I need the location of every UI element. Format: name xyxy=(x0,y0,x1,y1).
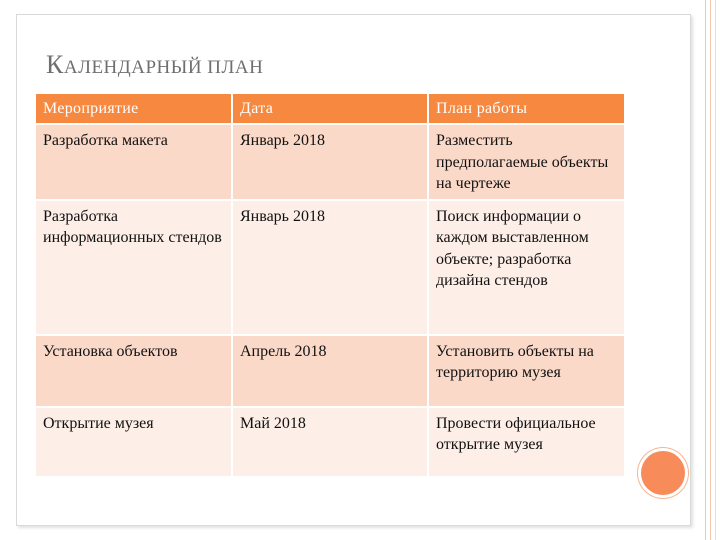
table-header-row xyxy=(36,94,624,124)
slide-title xyxy=(46,50,263,80)
cell-event: Разработка макета xyxy=(36,124,232,200)
decorative-rule xyxy=(715,0,716,540)
table-row xyxy=(36,124,624,200)
cell-event: Установка объектов xyxy=(36,335,232,407)
decorative-rule xyxy=(705,0,706,540)
cell-work-plan: Поиск информации о каждом выставленном объекте; разработка дизайна стендов xyxy=(428,200,624,335)
title-rest: АЛЕНДАРНЫЙ ПЛАН xyxy=(63,57,264,78)
cell-event: Открытие музея xyxy=(36,407,232,477)
schedule-table xyxy=(36,94,624,478)
cell-event: Разработка информационных стендов xyxy=(36,200,232,335)
column-header-work-plan: План работы xyxy=(428,94,624,124)
cell-work-plan: Провести официальное открытие музея xyxy=(428,407,624,477)
table-row xyxy=(36,200,624,335)
cell-date: Январь 2018 xyxy=(232,124,428,200)
cell-date: Январь 2018 xyxy=(232,200,428,335)
title-first-letter: К xyxy=(46,50,64,79)
decorative-rule xyxy=(710,0,711,540)
cell-date: Май 2018 xyxy=(232,407,428,477)
cell-work-plan: Установить объекты на территорию музея xyxy=(428,335,624,407)
column-header-date: Дата xyxy=(232,94,428,124)
table-row xyxy=(36,407,624,477)
column-header-event: Мероприятие xyxy=(36,94,232,124)
cell-work-plan: Разместить предполагаемые объекты на чертеже xyxy=(428,124,624,200)
decorative-circle xyxy=(641,451,685,495)
cell-date: Апрель 2018 xyxy=(232,335,428,407)
table-row xyxy=(36,335,624,407)
